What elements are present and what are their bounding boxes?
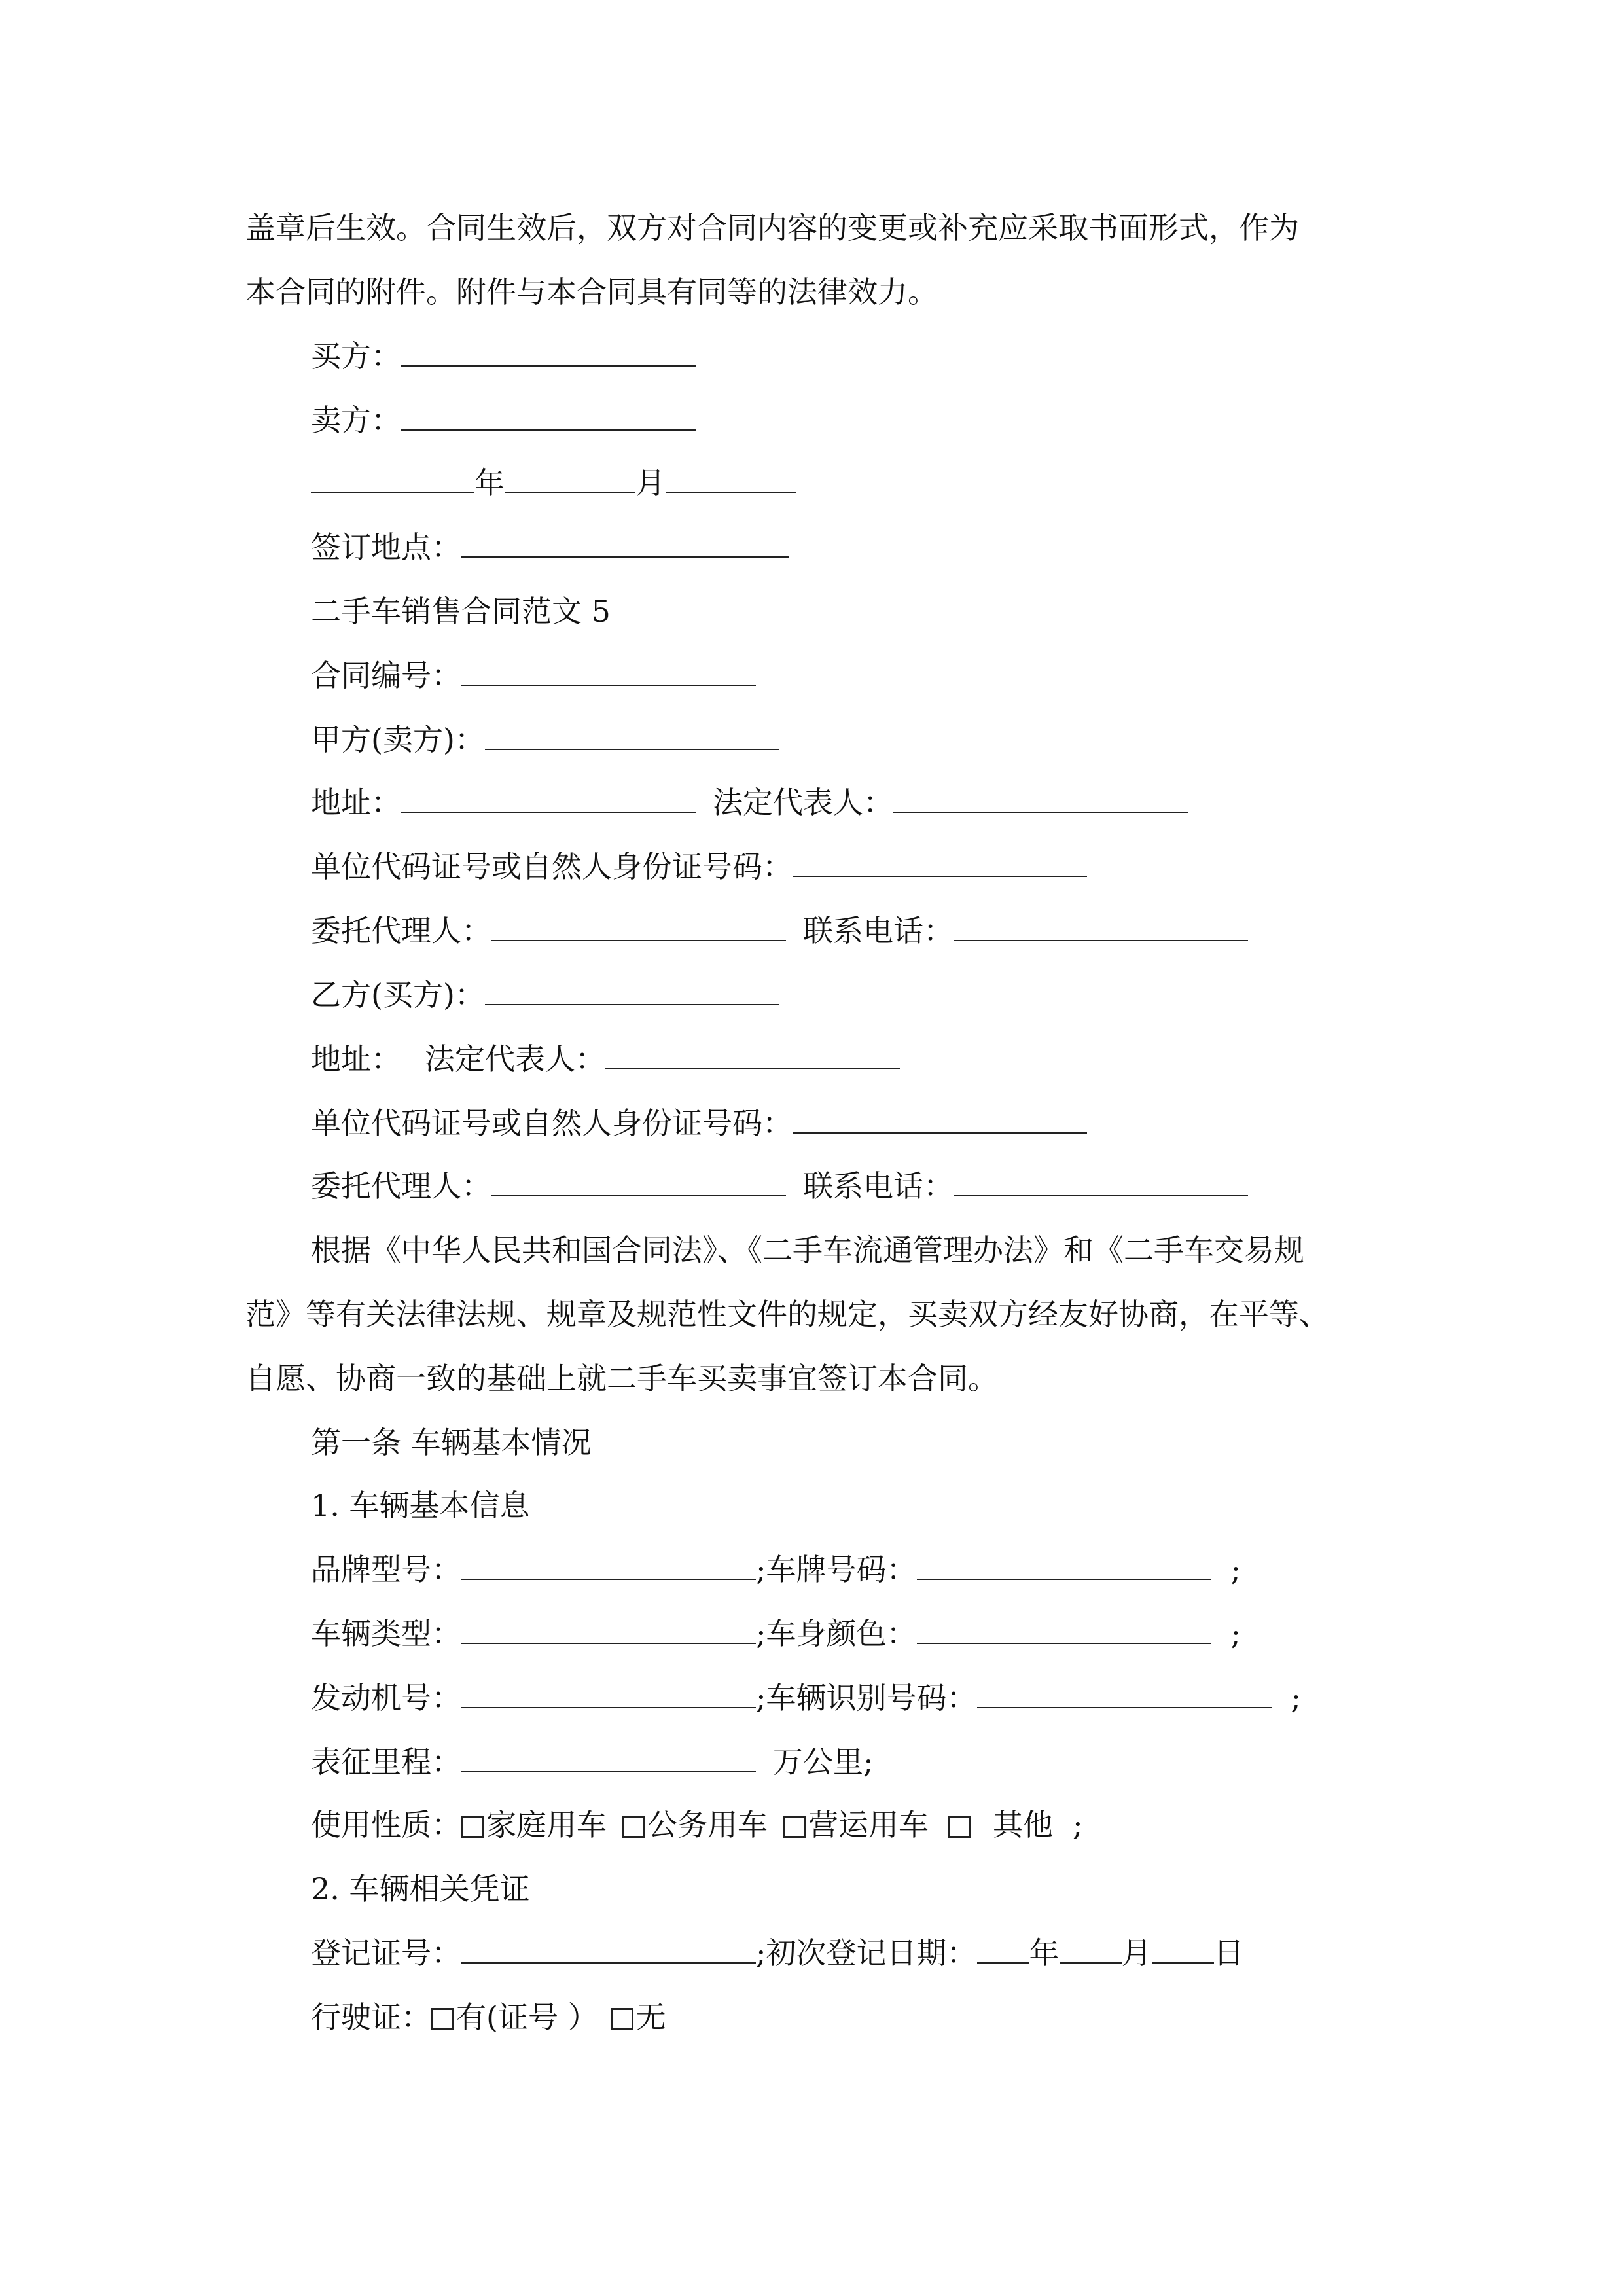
plate-blank[interactable] (917, 1550, 1211, 1580)
article-title (311, 1423, 592, 1462)
type-color-line (311, 1614, 1241, 1653)
reg-month-blank[interactable] (1060, 1933, 1122, 1964)
phone-blank[interactable] (954, 1166, 1248, 1196)
semicolon: ; (1291, 1680, 1301, 1715)
license-yes-label: 有(证号 ） (456, 2000, 598, 2035)
sign-place-blank[interactable] (461, 528, 789, 558)
usage-checkbox-other[interactable] (948, 1816, 971, 1838)
license-label: 行驶证： (311, 2000, 431, 2035)
registration-line (311, 1933, 1244, 1973)
party-b-agent-line (311, 1166, 1248, 1206)
party-b-address-line (311, 1039, 900, 1079)
seller-label: 卖方： (311, 403, 401, 438)
text: 根据《中华人民共和国合同法》、《二手车流通管理办法》和《二手车交易规 (311, 1232, 1304, 1268)
agent-blank[interactable] (491, 1166, 786, 1196)
semicolon: ; (1230, 1552, 1241, 1587)
day-blank[interactable] (666, 463, 796, 493)
engine-blank[interactable] (461, 1678, 756, 1708)
id-label: 单位代码证号或自然人身份证号码： (311, 1105, 793, 1141)
legal-rep-label: 法定代表人： (713, 785, 893, 820)
party-a-blank[interactable] (485, 720, 779, 750)
usage-option-family: 家庭用车 (486, 1807, 607, 1842)
contract-no-blank[interactable] (461, 656, 756, 686)
reg-no-blank[interactable] (461, 1933, 756, 1964)
year-label: 年 (474, 465, 505, 501)
id-label: 单位代码证号或自然人身份证号码： (311, 849, 793, 884)
paragraph-line (245, 208, 1299, 247)
usage-line (311, 1805, 1083, 1844)
vin-blank[interactable] (977, 1678, 1272, 1708)
article-title-text: 第一条 车辆基本情况 (311, 1425, 592, 1460)
reg-day-blank[interactable] (1152, 1933, 1214, 1964)
engine-vin-line (311, 1678, 1301, 1717)
usage-option-commercial: 营运用车 (808, 1807, 929, 1842)
sign-place-line (311, 528, 789, 567)
semicolon: ; (1230, 1616, 1241, 1651)
mileage-unit: 万公里; (773, 1744, 874, 1780)
mileage-label: 表征里程： (311, 1744, 461, 1780)
reg-year-label: 年 (1029, 1935, 1060, 1971)
id-blank[interactable] (793, 1103, 1087, 1134)
type-blank[interactable] (461, 1614, 756, 1644)
brand-plate-line (311, 1550, 1241, 1589)
item-title (311, 1869, 530, 1909)
usage-checkbox-commercial[interactable] (783, 1816, 806, 1838)
reg-day-label: 日 (1213, 1935, 1244, 1971)
engine-label: 发动机号： (311, 1680, 461, 1715)
party-b-line (311, 975, 779, 1014)
color-label: ;车身颜色： (756, 1616, 917, 1651)
text: 本合同的附件。附件与本合同具有同等的法律效力。 (245, 274, 938, 310)
legal-rep-blank[interactable] (605, 1039, 900, 1069)
basis-paragraph-line (245, 1295, 1329, 1334)
reg-month-label: 月 (1121, 1935, 1152, 1971)
basis-paragraph-line (245, 1359, 998, 1398)
paragraph-line (245, 272, 938, 312)
brand-blank[interactable] (461, 1550, 756, 1580)
item-title-text: 1. 车辆基本信息 (311, 1488, 530, 1523)
agent-blank[interactable] (491, 911, 786, 941)
section-title (311, 592, 611, 631)
party-a-id-line (311, 847, 1087, 886)
address-label: 地址： (311, 1041, 401, 1077)
legal-rep-blank[interactable] (893, 783, 1188, 813)
vin-label: ;车辆识别号码： (756, 1680, 977, 1715)
phone-blank[interactable] (954, 911, 1248, 941)
agent-label: 委托代理人： (311, 1168, 491, 1204)
reg-no-label: 登记证号： (311, 1935, 461, 1971)
license-checkbox-yes[interactable] (431, 2008, 454, 2030)
id-blank[interactable] (793, 847, 1087, 877)
contract-no-label: 合同编号： (311, 658, 461, 693)
party-b-id-line (311, 1103, 1087, 1143)
year-blank[interactable] (311, 463, 474, 493)
buyer-signature-line (311, 336, 696, 376)
reg-year-blank[interactable] (977, 1933, 1029, 1964)
seller-blank[interactable] (401, 401, 696, 431)
sign-place-label: 签订地点： (311, 529, 461, 565)
legal-rep-label: 法定代表人： (425, 1041, 605, 1077)
semicolon: ; (1073, 1807, 1083, 1842)
first-reg-label: ;初次登记日期： (756, 1935, 977, 1971)
text: 盖章后生效。合同生效后，双方对合同内容的变更或补充应采取书面形式，作为 (245, 210, 1299, 245)
usage-checkbox-official[interactable] (622, 1816, 645, 1838)
agent-label: 委托代理人： (311, 913, 491, 948)
party-a-address-line (311, 783, 1188, 822)
license-line (311, 1998, 666, 2037)
text: 范》等有关法律法规、规章及规范性文件的规定，买卖双方经友好协商，在平等、 (245, 1297, 1329, 1332)
address-label: 地址： (311, 785, 401, 820)
contract-no-line (311, 656, 756, 695)
plate-label: ;车牌号码： (756, 1552, 917, 1587)
party-a-agent-line (311, 911, 1248, 950)
buyer-label: 买方： (311, 338, 401, 374)
month-blank[interactable] (505, 463, 635, 493)
item-title-text: 2. 车辆相关凭证 (311, 1871, 530, 1907)
basis-paragraph-line (311, 1230, 1304, 1270)
date-line (311, 463, 796, 503)
mileage-blank[interactable] (461, 1742, 756, 1772)
license-no-label: 无 (635, 2000, 666, 2035)
party-b-label: 乙方(买方)： (311, 977, 485, 1013)
seller-signature-line (311, 401, 696, 440)
party-a-line (311, 720, 779, 759)
mileage-line (311, 1742, 874, 1782)
brand-label: 品牌型号： (311, 1552, 461, 1587)
buyer-blank[interactable] (401, 336, 696, 367)
license-checkbox-no[interactable] (611, 2008, 633, 2030)
text: 自愿、协商一致的基础上就二手车买卖事宜签订本合同。 (245, 1361, 998, 1396)
month-label: 月 (635, 465, 666, 501)
party-b-blank[interactable] (485, 975, 779, 1005)
type-label: 车辆类型： (311, 1616, 461, 1651)
usage-option-official: 公务用车 (647, 1807, 768, 1842)
address-blank[interactable] (401, 783, 696, 813)
item-title (311, 1486, 530, 1525)
phone-label: 联系电话： (803, 913, 954, 948)
color-blank[interactable] (917, 1614, 1211, 1644)
section-title-text: 二手车销售合同范文 5 (311, 594, 611, 629)
usage-option-other: 其他 (993, 1807, 1053, 1842)
party-a-label: 甲方(卖方)： (311, 722, 485, 757)
phone-label: 联系电话： (803, 1168, 954, 1204)
usage-checkbox-family[interactable] (461, 1816, 484, 1838)
usage-label: 使用性质： (311, 1807, 461, 1842)
